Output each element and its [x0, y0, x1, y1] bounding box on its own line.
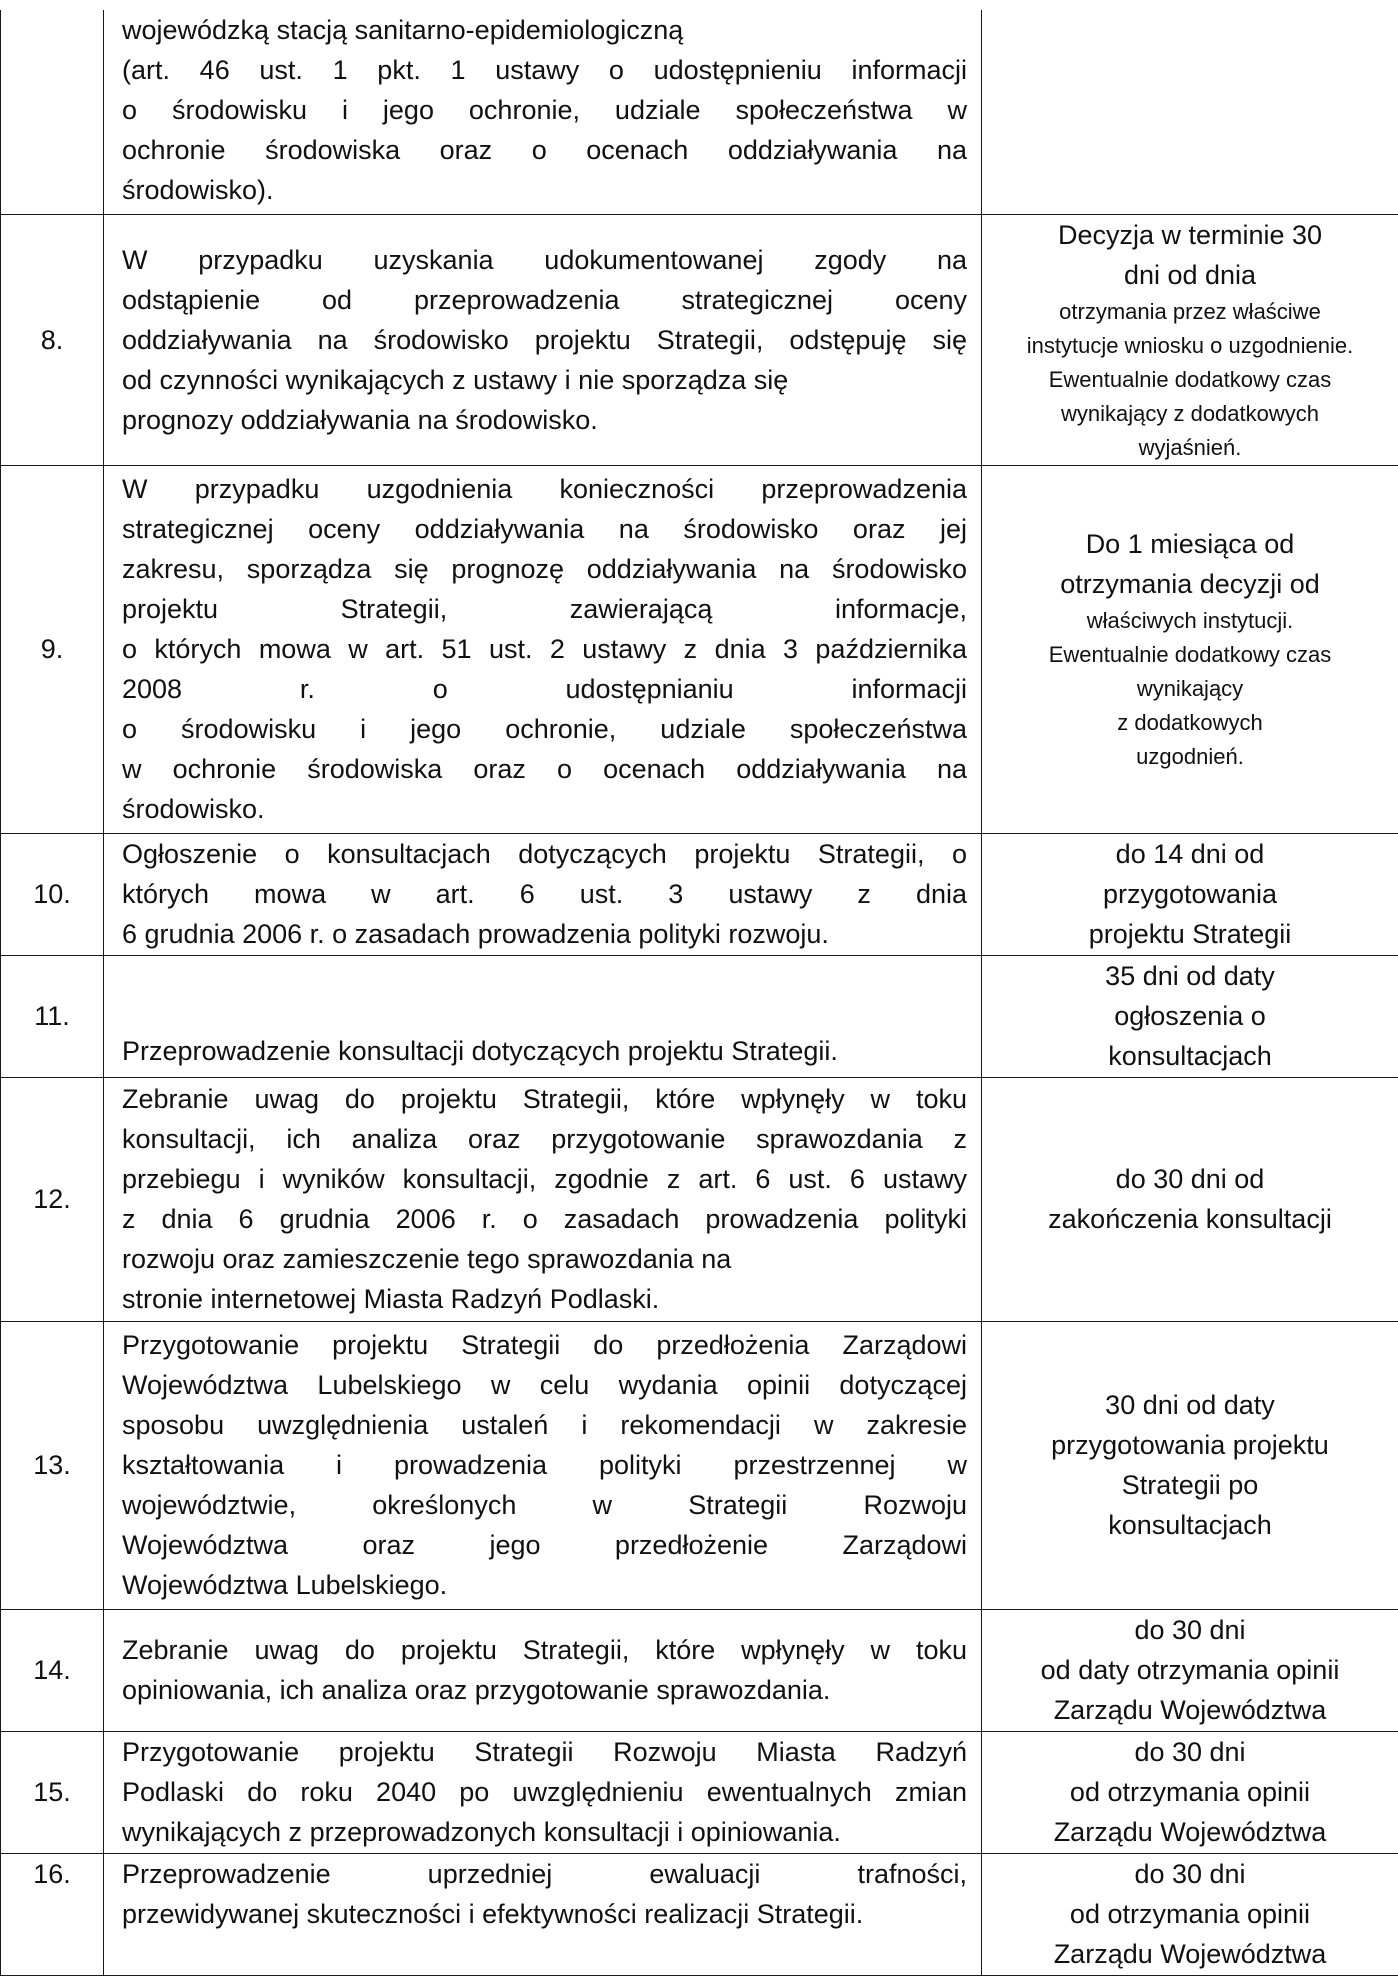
deadline-note: wynikający z dodatkowych: [1060, 400, 1319, 426]
description-line: Zebranie uwag do projektu Strategii, które wpłynęły w toku: [122, 1635, 967, 1665]
description-line: województwie, określonych w Strategii Rozwoju: [122, 1490, 967, 1520]
description-line: o środowisku i jego ochronie, udziale społeczeństwa: [122, 714, 967, 744]
row-number: 10.: [1, 833, 104, 955]
task-description: [104, 10, 982, 214]
deadline-cell: [982, 1321, 1398, 1609]
table-row: [1, 1609, 1398, 1731]
description-line: Zebranie uwag do projektu Strategii, które wpłynęły w toku: [122, 1084, 967, 1114]
description-line: W przypadku uzgodnienia konieczności przeprowadzenia: [122, 474, 967, 504]
deadline-line: Zarządu Województwa: [1053, 1938, 1327, 1969]
deadline-note: wynikający: [1136, 676, 1244, 701]
description-line: w ochronie środowiska oraz o ocenach oddziaływania na: [122, 754, 967, 784]
deadline-cell: [982, 214, 1398, 465]
deadline-line: od otrzymania opinii: [1069, 1898, 1311, 1929]
deadline-line: Zarządu Województwa: [1053, 1695, 1327, 1725]
description-line: (art. 46 ust. 1 pkt. 1 ustawy o udostępnieniu informacji: [122, 55, 967, 85]
task-description: [104, 214, 982, 465]
deadline-note: z dodatkowych: [1117, 710, 1263, 735]
description-line: przewidywanej skuteczności i efektywności realizacji Strategii.: [122, 1898, 864, 1929]
deadline-line: do 30 dni od: [1115, 1164, 1265, 1194]
deadline-line: do 30 dni: [1134, 1615, 1246, 1645]
description-line: Przeprowadzenie uprzedniej ewaluacji trafności,: [122, 1858, 967, 1889]
table-row: [1, 214, 1398, 465]
deadline-line: konsultacjach: [1108, 1041, 1272, 1071]
deadline-line: dni od dnia: [1123, 259, 1257, 290]
task-description: [104, 1853, 982, 1975]
description-line: środowisko).: [122, 175, 274, 205]
description-line: których mowa w art. 6 ust. 3 ustawy z dnia: [122, 879, 967, 909]
deadline-line: do 30 dni: [1134, 1737, 1246, 1767]
description-line: o środowisku i jego ochronie, udziale społeczeństwa w: [122, 95, 967, 125]
task-description: [104, 1321, 982, 1609]
description-line: od czynności wynikających z ustawy i nie sporządza się: [122, 364, 789, 395]
description-line: z dnia 6 grudnia 2006 r. o zasadach prowadzenia polityki: [122, 1204, 967, 1234]
task-description: [104, 1731, 982, 1853]
deadline-line: od daty otrzymania opinii: [1040, 1655, 1340, 1685]
deadline-note: uzgodnień.: [1136, 744, 1244, 769]
row-number: 15.: [1, 1731, 104, 1853]
task-description: [104, 1077, 982, 1321]
deadline-cell: [982, 1731, 1398, 1853]
row-number: 13.: [1, 1321, 104, 1609]
task-description: [104, 465, 982, 833]
deadline-line: od otrzymania opinii: [1069, 1777, 1311, 1807]
deadline-note: wyjaśnień.: [1138, 434, 1242, 460]
row-number: 14.: [1, 1609, 104, 1731]
row-number: 11.: [1, 955, 104, 1077]
deadline-note: Ewentualnie dodatkowy czas: [1048, 642, 1332, 667]
deadline-note: instytucje wniosku o uzgodnienie.: [1026, 332, 1354, 358]
table-row: [1, 465, 1398, 833]
description-line: wojewódzką stacją sanitarno-epidemiologiczną: [122, 15, 684, 45]
description-line: strategicznej oceny oddziaływania na środowisko oraz jej: [122, 514, 967, 544]
table-row: [1, 1077, 1398, 1321]
deadline-line: Do 1 miesiąca od: [1085, 529, 1295, 559]
deadline-line: przygotowania: [1102, 879, 1278, 909]
description-line: Województwa Lubelskiego w celu wydania opinii dotyczącej: [122, 1370, 967, 1400]
deadline-cell: [982, 1609, 1398, 1731]
deadline-line: 30 dni od daty: [1105, 1390, 1275, 1420]
task-description: [104, 833, 982, 955]
deadline-line: Zarządu Województwa: [1053, 1817, 1327, 1847]
description-line: projektu Strategii, zawierającą informacje,: [122, 594, 967, 624]
row-number: [1, 10, 104, 214]
description-line: Województwa oraz jego przedłożenie Zarządowi: [122, 1530, 967, 1560]
description-line: 6 grudnia 2006 r. o zasadach prowadzenia polityki rozwoju.: [122, 919, 829, 949]
deadline-note: właściwych instytucji.: [1086, 608, 1294, 633]
description-line: ochronie środowiska oraz o ocenach oddziaływania na: [122, 135, 967, 165]
deadline-line: przygotowania projektu: [1051, 1430, 1329, 1460]
deadline-cell: [982, 1077, 1398, 1321]
schedule-table: [0, 10, 1398, 1976]
task-description: [104, 955, 982, 1077]
deadline-line: 35 dni od daty: [1105, 961, 1275, 991]
description-line: Przeprowadzenie konsultacji dotyczących projektu Strategii.: [122, 1035, 838, 1066]
description-line: Przygotowanie projektu Strategii Rozwoju Miasta Radzyń: [122, 1737, 967, 1767]
task-description: [104, 1609, 982, 1731]
deadline-cell: [982, 833, 1398, 955]
row-number: 8.: [1, 214, 104, 465]
description-line: przebiegu i wyników konsultacji, zgodnie z art. 6 ust. 6 ustawy: [122, 1164, 967, 1194]
deadline-cell: [982, 10, 1398, 214]
deadline-line: Strategii po: [1121, 1470, 1259, 1500]
deadline-line: otrzymania decyzji od: [1060, 569, 1320, 599]
description-line: sposobu uwzględnienia ustaleń i rekomendacji w zakresie: [122, 1410, 967, 1440]
description-line: kształtowania i prowadzenia polityki przestrzennej w: [122, 1450, 967, 1480]
description-line: środowisko.: [122, 794, 265, 824]
description-line: Przygotowanie projektu Strategii do przedłożenia Zarządowi: [122, 1330, 967, 1360]
description-line: Podlaski do roku 2040 po uwzględnieniu ewentualnych zmian: [122, 1777, 967, 1807]
deadline-cell: [982, 465, 1398, 833]
deadline-cell: [982, 955, 1398, 1077]
table-row: [1, 10, 1398, 214]
deadline-line: do 14 dni od: [1115, 839, 1265, 869]
table-row: [1, 1853, 1398, 1975]
description-line: Województwa Lubelskiego.: [122, 1570, 448, 1600]
description-line: zakresu, sporządza się prognozę oddziaływania na środowisko: [122, 554, 967, 584]
description-line: konsultacji, ich analiza oraz przygotowanie sprawozdania z: [122, 1124, 967, 1154]
row-number: 9.: [1, 465, 104, 833]
deadline-line: zakończenia konsultacji: [1048, 1204, 1332, 1234]
table-row: [1, 1731, 1398, 1853]
description-line: odstąpienie od przeprowadzenia strategicznej oceny: [122, 284, 967, 315]
deadline-note: Ewentualnie dodatkowy czas: [1048, 366, 1332, 392]
description-line: wynikających z przeprowadzonych konsultacji i opiniowania.: [122, 1817, 841, 1847]
schedule-table-body: [1, 10, 1398, 1975]
description-line: opiniowania, ich analiza oraz przygotowanie sprawozdania.: [122, 1675, 831, 1705]
description-line: rozwoju oraz zamieszczenie tego sprawozdania na: [122, 1244, 732, 1274]
description-line: oddziaływania na środowisko projektu Strategii, odstępuję się: [122, 324, 967, 355]
description-line: stronie internetowej Miasta Radzyń Podlaski.: [122, 1284, 660, 1314]
row-number: 12.: [1, 1077, 104, 1321]
deadline-line: do 30 dni: [1134, 1858, 1246, 1889]
description-line: prognozy oddziaływania na środowisko.: [122, 404, 598, 435]
table-row: [1, 833, 1398, 955]
description-line: 2008 r. o udostępnianiu informacji: [122, 674, 967, 704]
deadline-note: otrzymania przez właściwe: [1059, 298, 1321, 324]
table-row: [1, 1321, 1398, 1609]
row-number: 16.: [1, 1853, 104, 1975]
deadline-line: konsultacjach: [1108, 1510, 1272, 1540]
description-line: o których mowa w art. 51 ust. 2 ustawy z dnia 3 października: [122, 634, 967, 664]
deadline-line: Decyzja w terminie 30: [1057, 219, 1323, 250]
deadline-line: ogłoszenia o: [1114, 1001, 1266, 1031]
description-line: Ogłoszenie o konsultacjach dotyczących projektu Strategii, o: [122, 839, 967, 869]
deadline-cell: [982, 1853, 1398, 1975]
deadline-line: projektu Strategii: [1088, 919, 1292, 949]
table-row: [1, 955, 1398, 1077]
description-line: W przypadku uzyskania udokumentowanej zgody na: [122, 244, 967, 275]
